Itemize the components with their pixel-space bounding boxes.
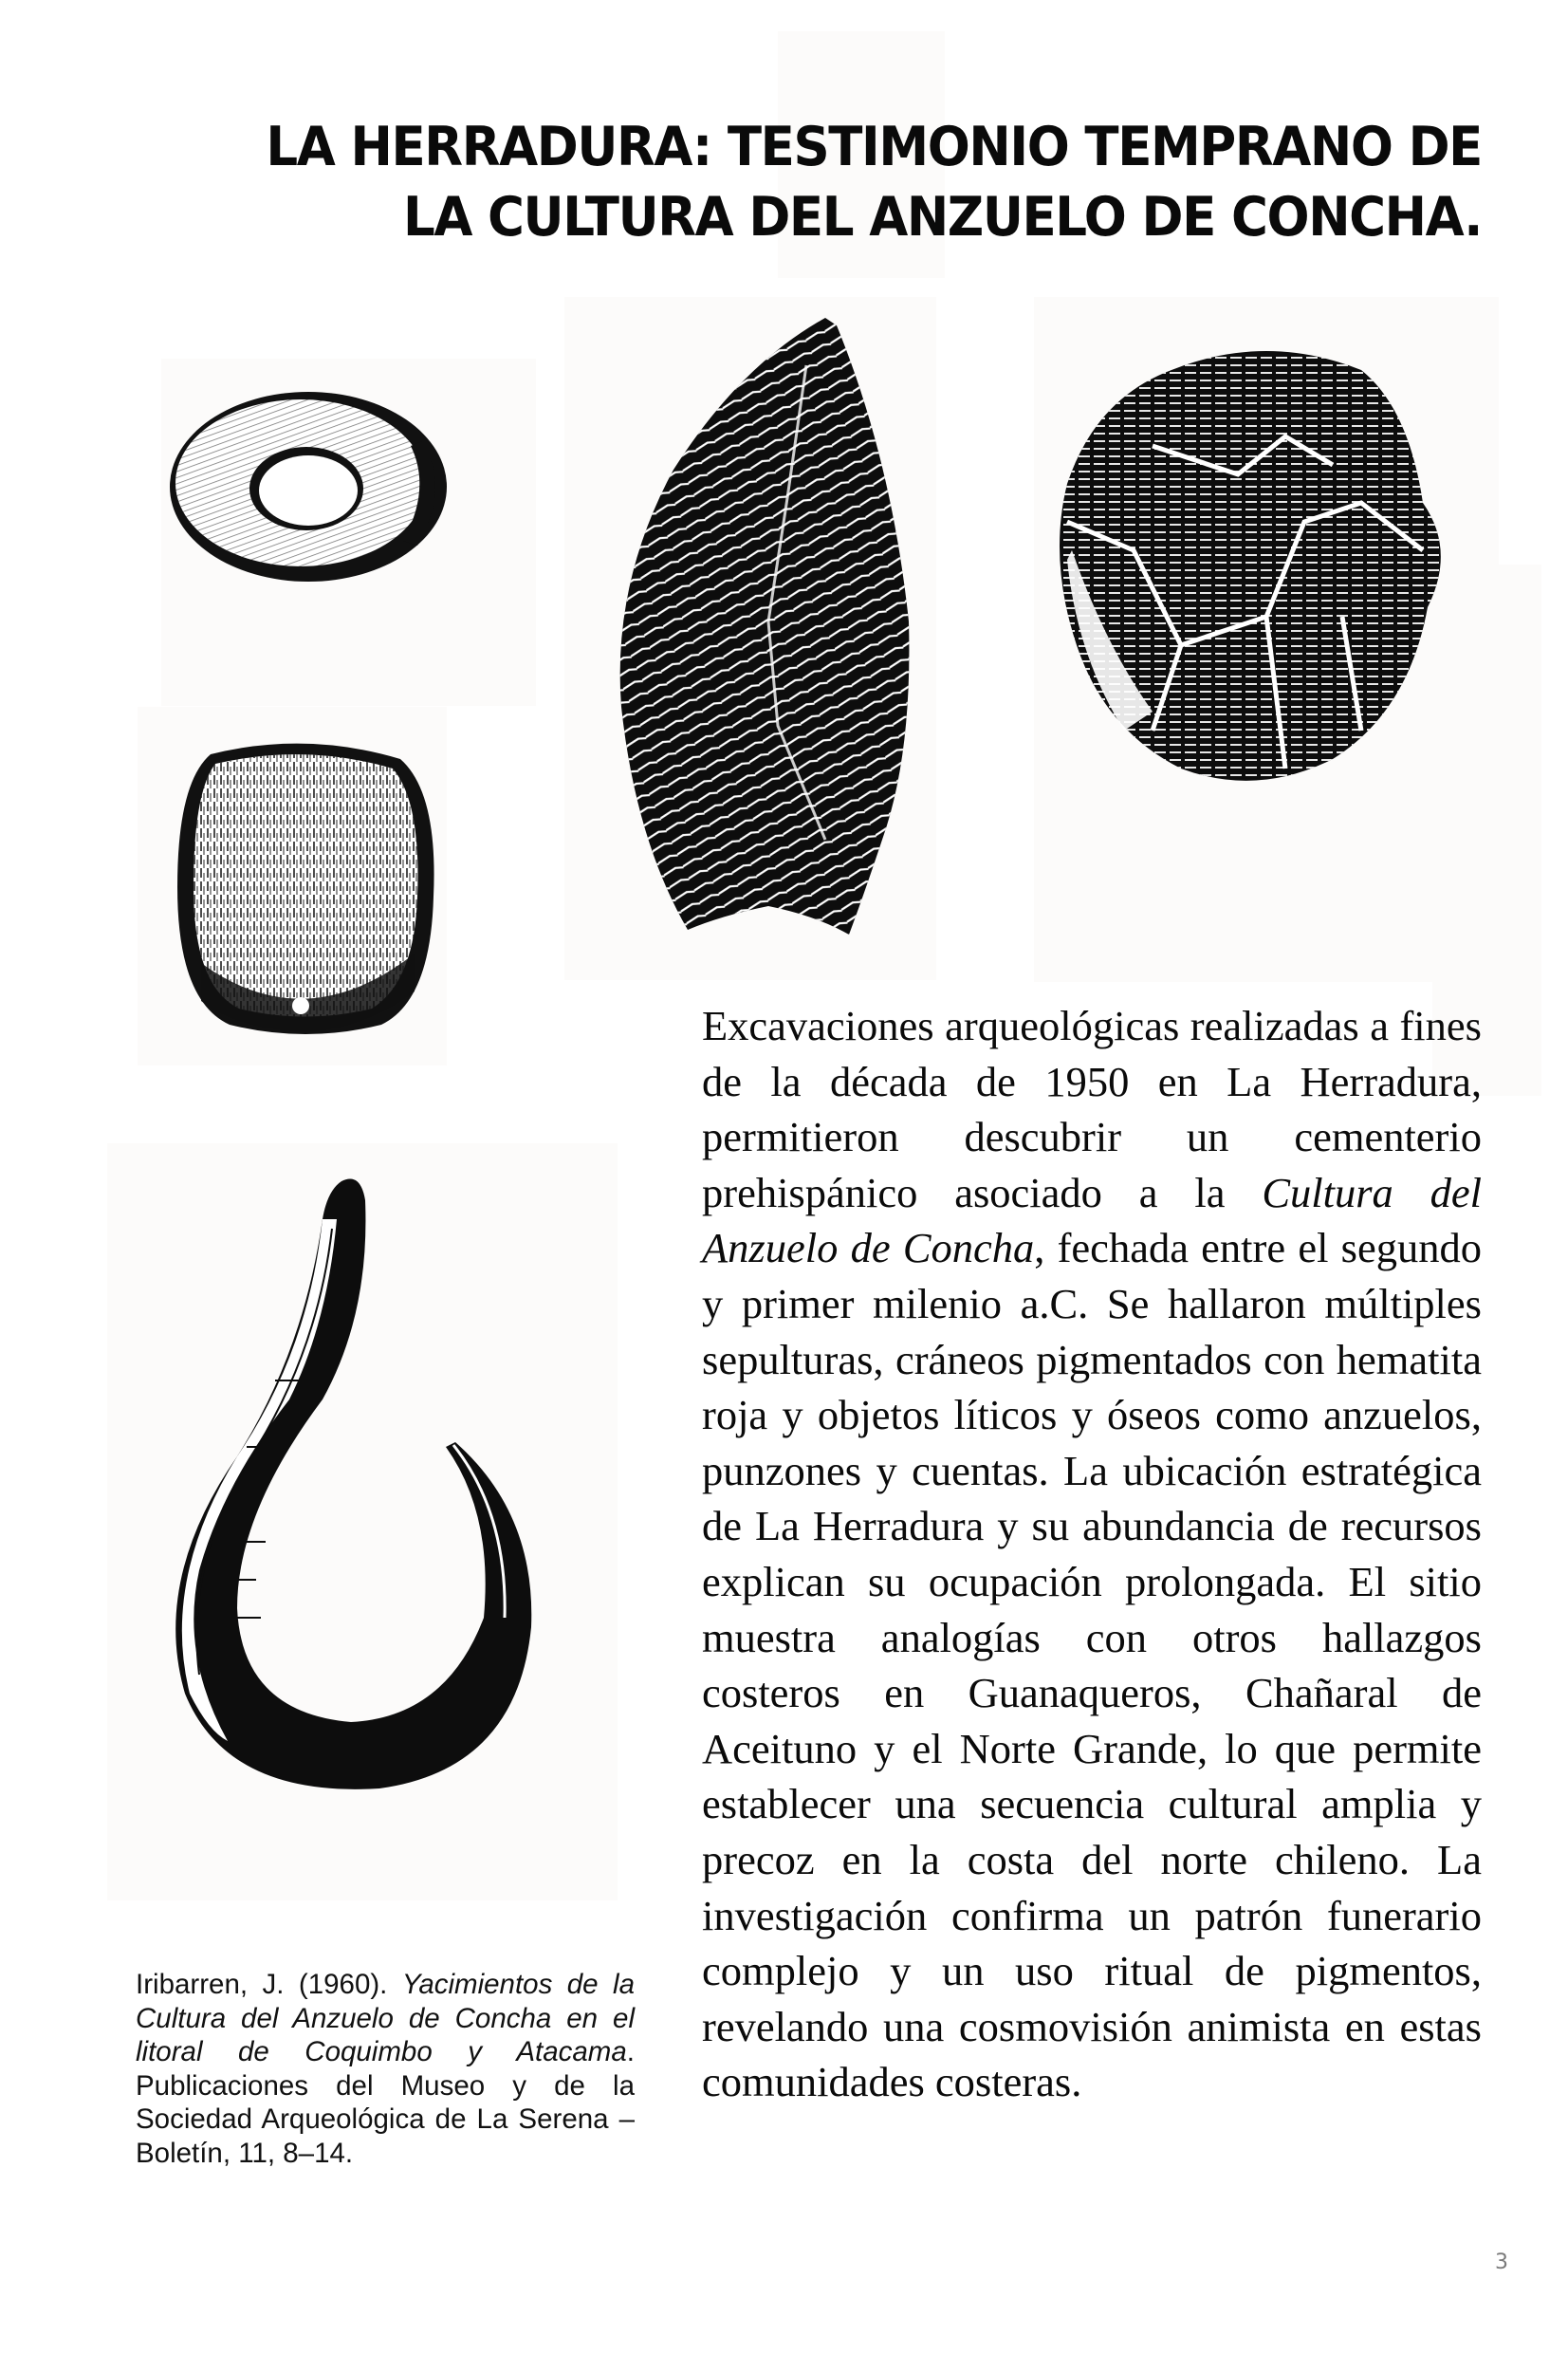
- title-line-1: LA HERRADURA: TESTIMONIO TEMPRANO DE: [266, 116, 1482, 178]
- body-text-rest: , fechada entre el segundo y primer milenio a.C. Se hallaron múltiples sepulturas, cráneos pigmentados con hematita roja y objetos líticos y óseos como anzuelos, punzones y cuentas. La ubicación estratégica de La Herradura y su abundancia de recursos explican su ocupación prolongada. El sitio muestra analogías con otros hallazgos costeros en Guanaqueros, Chañaral de Aceituno y el Norte Grande, lo que permite establecer una secuencia cultural amplia y precoz en la costa del norte chileno. La investigación confirma un patrón funerario complejo y un uso ritual de pigmentos, revelando una cosmovisión animista en estas comunidades costeras.: [702, 1224, 1482, 2106]
- stone-core-illustration: [1048, 332, 1447, 787]
- ring-bead-icon: [166, 384, 451, 584]
- title-line-2: LA CULTURA DEL ANZUELO DE CONCHA.: [402, 186, 1482, 249]
- barrel-bead-illustration: [173, 735, 438, 1039]
- citation-title: Yacimientos de la Cultura del Anzuelo de Concha en el litoral de Coquimbo y Atacama: [136, 1969, 636, 2067]
- leaf-point-icon: [607, 308, 920, 954]
- stone-core-icon: [1048, 332, 1447, 787]
- shell-fishhook-illustration: [133, 1162, 560, 1836]
- fishhook-icon: [133, 1162, 560, 1836]
- body-text-start: Excavaciones arqueológicas realizadas a fines de la década de 1950 en La Herradura, permitieron descubrir un cementerio prehispánico asociado a la: [702, 1002, 1482, 1216]
- citation-publication: . Publicaciones del Museo y de la Sociedad Arqueológica de La Serena – Boletín, 11, 8–14.: [136, 2036, 635, 2169]
- body-italic-culture-name: Cultura del Anzuelo de Concha: [702, 1168, 1482, 1272]
- page-title: [192, 112, 1482, 252]
- leaf-point-illustration: [607, 308, 920, 954]
- body-paragraph: [702, 998, 1482, 2110]
- page-number: 3: [1495, 2251, 1508, 2274]
- ring-bead-illustration: [166, 384, 451, 584]
- barrel-bead-icon: [173, 735, 438, 1039]
- citation-author-year: Iribarren, J. (1960).: [136, 1969, 402, 2000]
- image-citation: [136, 1968, 635, 2170]
